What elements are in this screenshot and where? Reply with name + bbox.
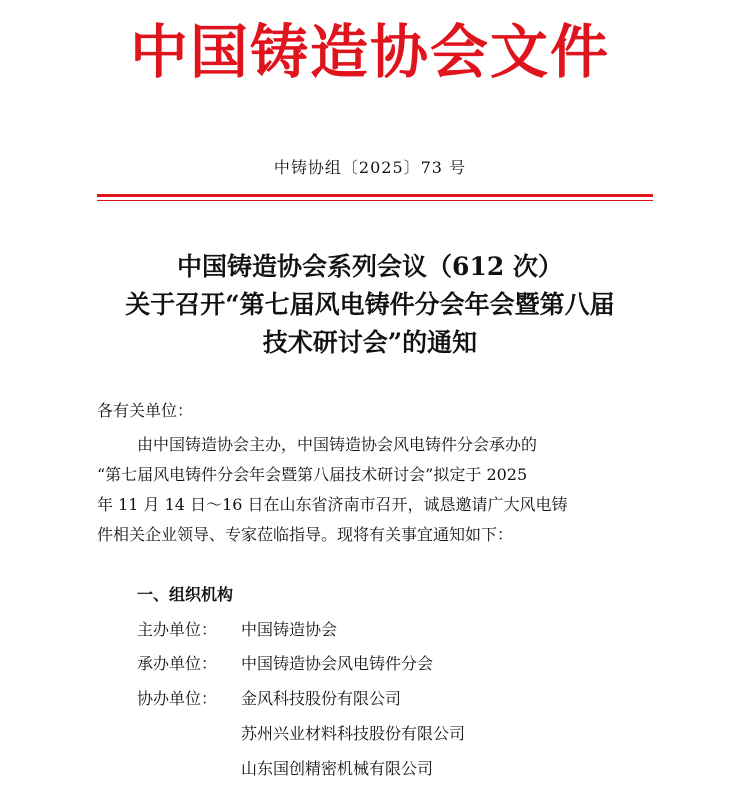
body-line-3: 年 11 月 14 日～16 日在山东省济南市召开，诚恳邀请广大风电铸 (97, 495, 568, 514)
masthead-title: 中国铸造协会文件 (129, 18, 610, 86)
red-divider-thin (97, 200, 653, 201)
co-organizer-value-1: 金风科技股份有限公司 (241, 689, 402, 708)
co-organizer-label: 协办单位： (137, 689, 218, 708)
body-line-4: 件相关企业领导、专家莅临指导。现将有关事宜通知如下： (97, 525, 514, 544)
host-row (137, 617, 337, 643)
body-line-2: “第七届风电铸件分会年会暨第八届技术研讨会”拟定于 2025 (97, 465, 528, 484)
organizer-label: 承办单位： (137, 654, 218, 673)
organizer-value: 中国铸造协会风电铸件分会 (241, 654, 434, 673)
red-divider-thick (97, 194, 653, 197)
document-number: 中铸协组〔2025〕73 号 (273, 158, 467, 177)
body-paragraph (97, 430, 657, 550)
host-value: 中国铸造协会 (241, 620, 338, 639)
notice-title-line-2: 关于召开“第七届风电铸件分会年会暨第八届 (125, 290, 615, 319)
co-organizer-row (137, 686, 401, 712)
notice-title (0, 248, 740, 362)
co-organizer-value-3: 山东国创精密机械有限公司 (241, 759, 434, 778)
notice-title-line-3: 技术研讨会”的通知 (262, 328, 478, 357)
body-line-1: 由中国铸造协会主办，中国铸造协会风电铸件分会承办的 (137, 435, 538, 454)
notice-title-line-1: 中国铸造协会系列会议（612 次） (177, 252, 563, 281)
host-label: 主办单位： (137, 620, 218, 639)
salutation: 各有关单位： (97, 401, 194, 420)
section-heading-organization: 一、组织机构 (137, 585, 234, 604)
organizer-row (137, 651, 433, 677)
co-organizer-value-2: 苏州兴业材料科技股份有限公司 (241, 724, 466, 743)
